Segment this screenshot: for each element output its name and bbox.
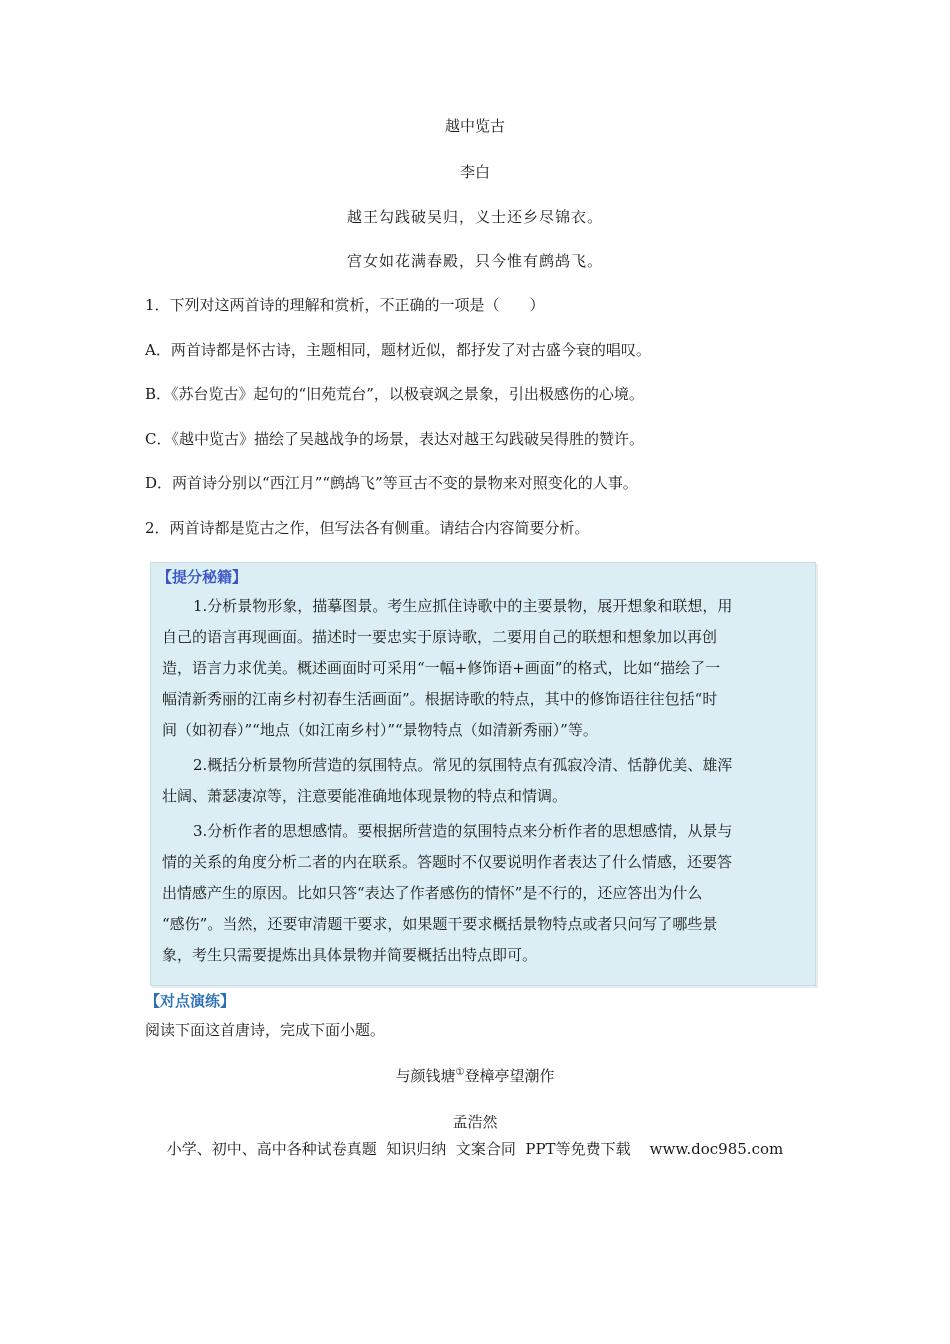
practice-poem-title: 与颜钱塘①登樟亭望潮作: [395, 1067, 555, 1085]
tips-line: 壮阔、萧瑟凄凉等，注意要能准确地体现景物的特点和情调。: [162, 787, 568, 805]
option-c: C．《越中览古》描绘了吴越战争的场景，表达对越王勾践破吴得胜的赞许。: [145, 430, 644, 448]
tips-line: 出情感产生的原因。比如只答“表达了作者感伤的情怀”是不行的，还应答出为什么: [162, 884, 703, 902]
tips-line: 情的关系的角度分析二者的内在联系。答题时不仅要说明作者表达了什么情感，还要答: [162, 853, 733, 871]
option-d: D．两首诗分别以“西江月”“鹧鸪飞”等亘古不变的景物来对照变化的人事。: [145, 474, 638, 492]
question-1: 1．下列对这两首诗的理解和赏析，不正确的一项是（ ）: [145, 296, 545, 314]
tips-line: 造，语言力求优美。概述画面时可采用“一幅+修饰语+画面”的格式，比如“描绘了一: [162, 659, 721, 677]
footer-ad: 小学、初中、高中各种试卷真题 知识归纳 文案合同 PPT等免费下载 www.doc985.com: [166, 1140, 784, 1158]
tips-line: 3.分析作者的思想感情。要根据所营造的氛围特点来分析作者的思想感情，从景与: [193, 822, 733, 840]
poem-author: 李白: [459, 163, 490, 181]
option-b: B．《苏台览古》起句的“旧苑荒台”，以极衰飒之景象，引出极感伤的心境。: [145, 385, 644, 403]
practice-intro: 阅读下面这首唐诗，完成下面小题。: [145, 1021, 386, 1039]
poem-line-2: 宫女如花满春殿，只今惟有鹧鸪飞。: [346, 252, 603, 270]
question-2: 2．两首诗都是览古之作，但写法各有侧重。请结合内容简要分析。: [145, 519, 590, 537]
tips-line: 2.概括分析景物所营造的氛围特点。常见的氛围特点有孤寂冷清、恬静优美、雄浑: [193, 756, 733, 774]
tips-line: 幅清新秀丽的江南乡村初春生活画面”。根据诗歌的特点，其中的修饰语往往包括“时: [162, 690, 718, 708]
tips-line: 1.分析景物形象，描摹图景。考生应抓住诗歌中的主要景物，展开想象和联想，用: [193, 597, 733, 615]
practice-title: 【对点演练】: [145, 992, 236, 1010]
poem-title: 越中览古: [444, 117, 505, 135]
tips-line: 自己的语言再现画面。描述时一要忠实于原诗歌，二要用自己的联想和想象加以再创: [162, 628, 718, 646]
tips-line: 象，考生只需要提炼出具体景物并简要概括出特点即可。: [162, 946, 538, 964]
option-a: A．两首诗都是怀古诗，主题相同，题材近似，都抒发了对古盛今衰的唱叹。: [145, 341, 651, 359]
tips-title: 【提分秘籍】: [157, 568, 248, 586]
practice-poem-author: 孟浩然: [452, 1113, 498, 1131]
tips-line: “感伤”。当然，还要审清题干要求，如果题干要求概括景物特点或者只问写了哪些景: [162, 915, 718, 933]
tips-line: 间（如初春）”“地点（如江南乡村）”“景物特点（如清新秀丽）”等。: [162, 721, 598, 739]
poem-line-1: 越王勾践破吴归，义士还乡尽锦衣。: [346, 208, 603, 226]
footnote-marker: ①: [455, 1067, 465, 1078]
